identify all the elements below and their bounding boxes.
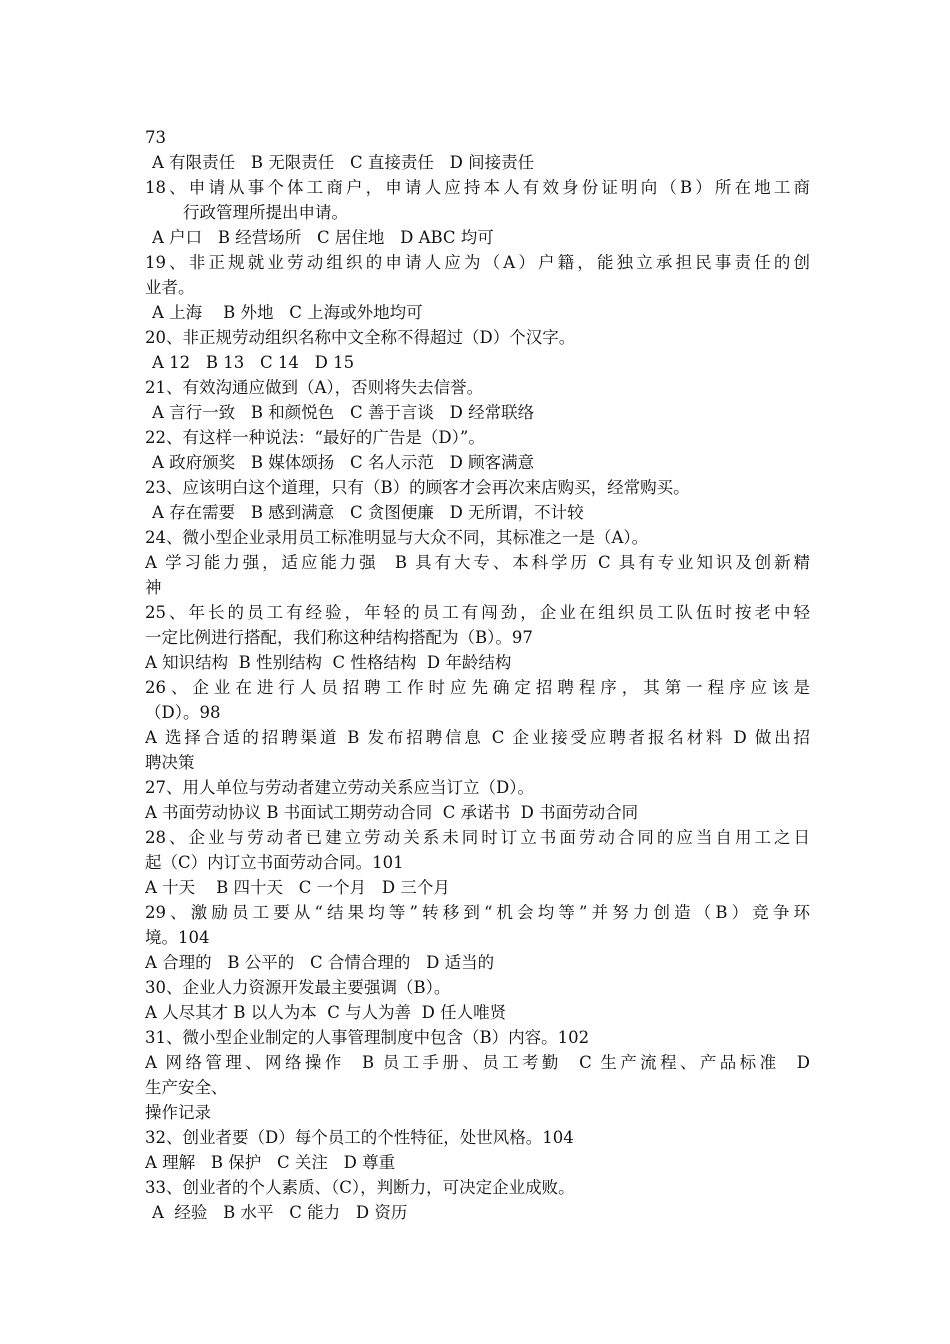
question-22-options: A 政府颁奖 B 媒体颂扬 C 名人示范 D 顾客满意 [152,453,535,472]
question-20-line: 20、非正规劳动组织名称中文全称不得超过（D）个汉字。 [145,328,576,347]
question-21-line: 21、有效沟通应做到（A），否则将失去信誉。 [145,378,484,397]
question-32-line: 32、创业者要（D）每个员工的个性特征，处世风格。104 [145,1128,574,1147]
question-25-options: A 知识结构 B 性别结构 C 性格结构 D 年龄结构 [145,653,512,672]
question-31-options-continuation-2: 操作记录 [145,1103,211,1122]
question-25-line: 25、年长的员工有经验，年轻的员工有闯劲，企业在组织员工队伍时按老中轻 [145,603,810,622]
question-19-continuation: 业者。 [145,278,195,297]
question-18-continuation: 行政管理所提出申请。 [183,203,348,222]
question-30-line: 30、企业人力资源开发最主要强调（B）。 [145,978,451,997]
question-26-options: A 选择合适的招聘渠道 B 发布招聘信息 C 企业接受应聘者报名材料 D 做出招 [145,728,810,747]
question-27-line: 27、用人单位与劳动者建立劳动关系应当订立（D）。 [145,778,534,797]
question-29-options: A 合理的 B 公平的 C 合情合理的 D 适当的 [145,953,495,972]
question-30-options: A 人尽其才 B 以人为本 C 与人为善 D 任人唯贤 [145,1003,507,1022]
question-21-options: A 言行一致 B 和颜悦色 C 善于言谈 D 经常联络 [152,403,535,422]
page-number-line: 73 [145,128,166,147]
question-28-options: A 十天 B 四十天 C 一个月 D 三个月 [145,878,450,897]
question-32-options: A 理解 B 保护 C 关注 D 尊重 [145,1153,396,1172]
question-25-continuation: 一定比例进行搭配，我们称这种结构搭配为（B）。97 [145,628,533,647]
question-22-line: 22、有这样一种说法：“最好的广告是（D）”。 [145,428,485,447]
question-26-line: 26、企业在进行人员招聘工作时应先确定招聘程序，其第一程序应该是 [145,678,810,697]
question-33-options: A 经验 B 水平 C 能力 D 资历 [152,1203,408,1222]
question-33-line: 33、创业者的个人素质、（C），判断力，可决定企业成败。 [145,1178,575,1197]
question-28-line: 28、企业与劳动者已建立劳动关系未同时订立书面劳动合同的应当自用工之日 [145,828,810,847]
question-24-options-continuation: 神 [145,578,162,597]
question-24-options: A 学习能力强，适应能力强 B 具有大专、本科学历 C 具有专业知识及创新精 [145,553,810,572]
question-19-options: A 上海 B 外地 C 上海或外地均可 [152,303,423,322]
question-27-options: A 书面劳动协议 B 书面试工期劳动合同 C 承诺书 D 书面劳动合同 [145,803,639,822]
question-19-line: 19、非正规就业劳动组织的申请人应为（A）户籍，能独立承担民事责任的创 [145,253,810,272]
question-20-options: A 12 B 13 C 14 D 15 [152,353,355,372]
question-18-options: A 户口 B 经营场所 C 居住地 D ABC 均可 [152,228,494,247]
question-29-continuation: 境。104 [145,928,210,947]
question-26-options-continuation: 聘决策 [145,753,195,772]
question-18-line: 18、申请从事个体工商户，申请人应持本人有效身份证明向（B）所在地工商 [145,178,810,197]
question-26-continuation: （D）。98 [145,703,221,722]
question-29-line: 29、激励员工要从“结果均等”转移到“机会均等”并努力创造（B）竞争环 [145,903,810,922]
question-31-options: A 网络管理、网络操作 B 员工手册、员工考勤 C 生产流程、产品标准 D [145,1053,810,1072]
answer-options-line: A 有限责任 B 无限责任 C 直接责任 D 间接责任 [152,153,535,172]
question-23-options: A 存在需要 B 感到满意 C 贪图便廉 D 无所谓，不计较 [152,503,584,522]
question-28-continuation: 起（C）内订立书面劳动合同。101 [145,853,404,872]
question-31-options-continuation: 生产安全、 [145,1078,228,1097]
question-31-line: 31、微小型企业制定的人事管理制度中包含（B）内容。102 [145,1028,590,1047]
question-23-line: 23、应该明白这个道理，只有（B）的顾客才会再次来店购买，经常购买。 [145,478,690,497]
question-24-line: 24、微小型企业录用员工标准明显与大众不同，其标准之一是（A）。 [145,528,649,547]
